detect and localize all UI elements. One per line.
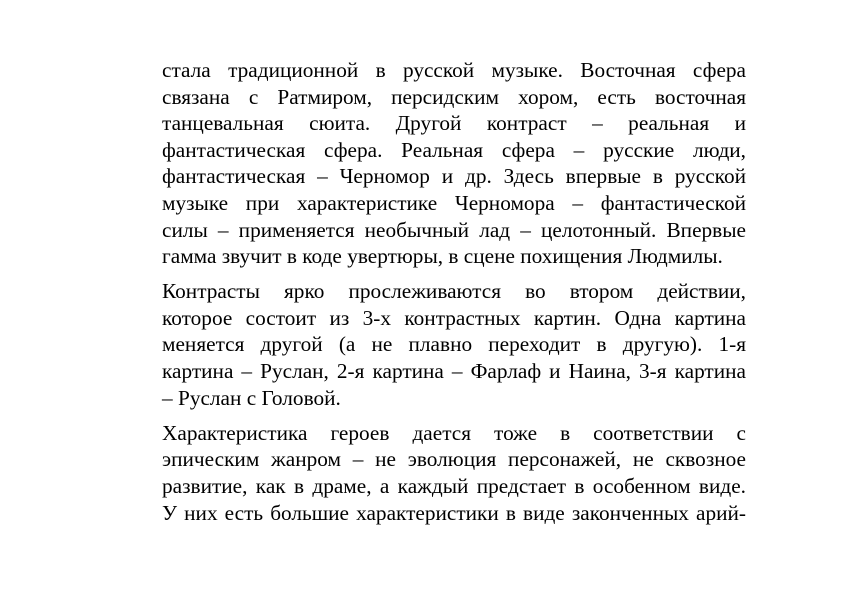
paragraph-3 [162, 420, 746, 526]
text-line: развитие, как в драме, а каждый предстает в особенном виде. [162, 473, 746, 498]
text-line: танцевальная сюита. Другой контраст – реальная и [162, 111, 746, 136]
text-line: которое состоит из 3-х контрастных картин. Одна картина [162, 305, 746, 330]
paragraph-spacing [162, 411, 746, 420]
text-line: силы – применяется необычный лад – целотонный. Впервые [162, 217, 746, 242]
text-line: – Руслан с Головой. [162, 385, 341, 410]
text-body [162, 57, 746, 526]
text-line: гамма звучит в коде увертюры, в сцене похищения Людмилы. [162, 244, 723, 269]
text-line: музыке при характеристике Черномора – фантастической [162, 190, 746, 215]
text-line: стала традиционной в русской музыке. Восточная сфера [162, 58, 746, 82]
paragraph-1 [162, 57, 746, 270]
paragraph-2 [162, 278, 746, 411]
text-line: Контрасты ярко прослеживаются во втором действии, [162, 279, 746, 304]
paragraph-spacing [162, 270, 746, 279]
text-line: меняется другой (а не плавно переходит в другую). 1-я [162, 332, 746, 357]
text-line: У них есть большие характеристики в виде законченных арий- [162, 500, 746, 525]
text-line: фантастическая – Черномор и др. Здесь впервые в русской [162, 164, 746, 189]
text-line: Характеристика героев дается тоже в соответствии с [162, 420, 746, 445]
text-line: картина – Руслан, 2-я картина – Фарлаф и Наина, 3-я картина [162, 359, 746, 384]
text-line: связана с Ратмиром, персидским хором, есть восточная [162, 84, 746, 109]
text-line: эпическим жанром – не эволюция персонажей, не сквозное [162, 447, 746, 472]
text-line: фантастическая сфера. Реальная сфера – русские люди, [162, 137, 746, 162]
